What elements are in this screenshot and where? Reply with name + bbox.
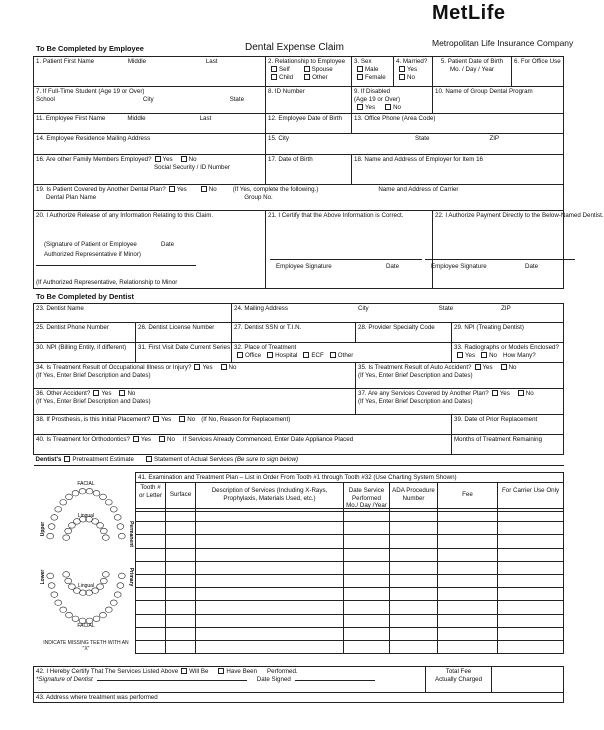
table-cell[interactable] [344,522,390,535]
place-of-treatment-field: 32. Place of Treatment Office Hospital ECF Other [232,343,452,363]
table-cell[interactable] [196,561,344,574]
table-cell[interactable] [196,588,344,601]
table-cell[interactable] [344,588,390,601]
table-cell[interactable] [498,614,564,627]
table-cell[interactable] [136,588,166,601]
dentist-address-field[interactable]: 24. Mailing Address City State ZIP [232,304,564,323]
patient-dob-field[interactable]: 5. Patient Date of Birth Mo. / Day / Year [433,57,512,87]
ortho-yes-checkbox[interactable] [133,436,139,442]
table-cell[interactable] [498,509,564,522]
dentist-phone-field[interactable]: 25. Dentist Phone Number [34,323,136,343]
release-authorization-field: 20. I Authorize Release of any Information Relating to this Claim. (Signature of Patient or Employee Date Authorized Representative if Minor) (If Authorized Representative, Relationship to Minor [34,211,266,289]
tooth-icon [100,612,107,618]
other-plan-field: 19. Is Patient Covered by Another Dental Plan? Yes No (If Yes, complete the following.) Name and Address of Carrier Dental Plan Name Group No. [34,185,564,211]
table-cell[interactable] [438,548,498,561]
tooth-icon [79,488,86,494]
table-cell[interactable] [136,574,166,587]
tooth-icon [93,490,100,496]
chart-lingual-top: Lingual [77,513,95,519]
table-cell[interactable] [166,522,196,535]
tooth-icon [118,573,125,579]
form-title: Dental Expense Claim [245,42,344,53]
table-cell[interactable] [498,548,564,561]
table-cell[interactable] [196,574,344,587]
table-cell[interactable] [498,588,564,601]
prosthesis-no-checkbox[interactable] [179,416,185,422]
tooth-icon [48,524,55,530]
prosthesis-field: 38. If Prosthesis, is this Initial Placement? Yes No (If No, Reason for Replacement) [34,415,452,435]
tooth-icon [55,507,62,513]
table-cell[interactable] [196,522,344,535]
certification-field: 42. I Hereby Certify That The Services Listed Above Will Be Have Been Performed. *Signature of Dentist Date Signed [34,667,426,693]
statement-type-row: Dentist's Pretreatment Estimate Statement of Actual Services (Be sure to sign below) [34,455,564,466]
dentist-grid [33,303,564,466]
table-cell[interactable] [498,535,564,548]
prosthesis-yes-checkbox[interactable] [153,416,159,422]
table-row [136,574,564,587]
male-checkbox[interactable] [357,66,363,72]
spouse-checkbox[interactable] [304,66,310,72]
tooth-icon [117,524,124,530]
employee-dob-field[interactable]: 12. Employee Date of Birth [266,114,352,134]
have-been-checkbox[interactable] [218,668,224,674]
patient-name-field[interactable]: 1. Patient First Name Middle Last [34,57,266,87]
tooth-icon [60,500,67,506]
tooth-icon [60,607,67,613]
table-cell[interactable] [390,640,438,653]
self-checkbox[interactable] [271,66,277,72]
tooth-icon [102,572,109,578]
specialty-code-field[interactable]: 28. Provider Specialty Code [356,323,452,343]
table-cell[interactable] [136,614,166,627]
other-accident-no-checkbox[interactable] [119,390,125,396]
table-cell[interactable] [498,574,564,587]
table-cell[interactable] [166,614,196,627]
disabled-no-checkbox[interactable] [385,104,391,110]
table-cell[interactable] [438,574,498,587]
table-cell[interactable] [166,574,196,587]
table-cell[interactable] [344,640,390,653]
tooth-icon [66,612,73,618]
id-number-field[interactable]: 8. ID Number [266,87,352,114]
tooth-icon [72,616,79,622]
chart-primary: Primary [128,567,134,587]
table-cell[interactable] [390,548,438,561]
office-phone-field[interactable]: 13. Office Phone (Area Code) [352,114,564,134]
family-employed-field: 16. Are other Family Members Employed? Yes No Social Security / ID Number [34,155,266,185]
tooth-icon [110,507,117,513]
treatment-rows [135,508,564,654]
treatment-plan-heading: 41. Examination and Treatment Plan – List in Order From Tooth #1 through Tooth #32 (Use Charting System Shown) [136,473,564,483]
table-cell[interactable] [196,640,344,653]
table-cell[interactable] [136,548,166,561]
table-cell[interactable] [196,627,344,640]
table-cell[interactable] [196,601,344,614]
table-row [136,640,564,653]
tooth-icon [114,592,121,598]
other-accident-yes-checkbox[interactable] [93,390,99,396]
table-cell[interactable] [438,601,498,614]
col-description: Description of Services (Including X-Rays, Prophylaxis, Materials Used, etc.) [196,483,344,511]
total-fee-amount[interactable] [492,667,564,693]
ortho-no-checkbox[interactable] [159,436,165,442]
family-employer-field[interactable]: 18. Name and Address of Employer for Item 16 [352,155,564,185]
chart-caption: INDICATE MISSING TEETH WITH AN "X" [43,640,129,652]
table-cell[interactable] [136,640,166,653]
ecf-checkbox[interactable] [303,352,309,358]
table-cell[interactable] [438,614,498,627]
table-cell[interactable] [166,640,196,653]
table-cell[interactable] [344,614,390,627]
student-field[interactable]: 7. If Full-Time Student (Age 19 or Over) School City State [34,87,266,114]
table-cell[interactable] [136,627,166,640]
table-cell[interactable] [344,548,390,561]
tooth-icon [86,488,93,494]
tooth-icon [63,535,70,541]
chart-upper: Upper [40,521,46,537]
table-cell[interactable] [344,601,390,614]
table-cell[interactable] [498,561,564,574]
tooth-icon [105,500,112,506]
table-cell[interactable] [438,640,498,653]
tooth-icon [117,583,124,589]
table-cell[interactable] [498,601,564,614]
date-signed-line[interactable] [295,680,375,681]
table-cell[interactable] [166,561,196,574]
employee-grid [33,56,604,289]
will-be-checkbox[interactable] [181,668,187,674]
tooth-icon [110,600,117,606]
prior-replacement-field[interactable]: 39. Date of Prior Replacement [452,415,564,435]
table-cell[interactable] [344,535,390,548]
table-cell[interactable] [196,548,344,561]
other-accident-field: 36. Other Accident? Yes No (If Yes, Enter Brief Description and Dates) [34,389,356,415]
chart-facial-top: FACIAL [77,481,95,487]
pretreatment-checkbox[interactable] [64,456,70,462]
chart-lingual-bottom: Lingual [77,583,95,589]
table-cell[interactable] [438,627,498,640]
table-cell[interactable] [136,522,166,535]
residence-city-field[interactable]: 15. City State ZIP [266,134,564,155]
other-plan-yes-checkbox[interactable] [169,186,175,192]
sex-field: 3. Sex Male Female [352,57,394,87]
table-cell[interactable] [196,509,344,522]
table-row [136,522,564,535]
first-visit-field[interactable]: 31. First Visit Date Current Series [136,343,232,363]
dentist-signature-line[interactable] [97,680,247,681]
residence-address-field[interactable]: 14. Employee Residence Mailing Address [34,134,266,155]
family-no-checkbox[interactable] [181,156,187,162]
tooth-icon [51,515,58,521]
other-relationship-checkbox[interactable] [304,74,310,80]
tooth-icon [97,584,104,590]
tooth-icon [65,528,72,534]
col-fee: Fee [438,483,498,511]
tooth-icon [66,494,73,500]
tooth-icon [47,573,54,579]
col-ada: ADA Procedure Number [390,483,438,511]
tooth-icon [72,490,79,496]
tooth-icon [55,600,62,606]
payment-sig-line[interactable] [425,259,575,260]
table-row [136,509,564,522]
family-yes-checkbox[interactable] [155,156,161,162]
teeth-outlines [47,488,125,623]
total-fee-field: Total Fee Actually Charged [426,667,492,693]
col-carrier: For Carrier Use Only [498,483,564,511]
col-date: Date Service Performed Mo./ Day /Year [344,483,390,511]
employee-section-heading: To Be Completed by Employee [36,44,144,53]
covered-yes-checkbox[interactable] [492,390,498,396]
table-cell[interactable] [390,522,438,535]
married-yes-checkbox[interactable] [399,66,405,72]
table-cell[interactable] [390,601,438,614]
tooth-icon [100,528,107,534]
table-cell[interactable] [136,601,166,614]
table-cell[interactable] [390,614,438,627]
certify-sig-line[interactable] [270,259,422,260]
table-cell[interactable] [390,561,438,574]
npi-treating-field[interactable]: 29. NPI (Treating Dentist) [452,323,564,343]
group-program-field[interactable]: 10. Name of Group Dental Program [433,87,564,114]
other-plan-services-field: 37. Are any Services Covered by Another Plan? Yes No (If Yes, Enter Brief Description and Dates) [356,389,564,415]
office-use-field: 6. For Office Use [512,57,564,87]
occupational-field: 34. Is Treatment Result of Occupational Illness or Injury? Yes No (If Yes, Enter Brief Description and Dates) [34,363,356,389]
relationship-field: 2. Relationship to Employee Self Spouse Child Other [266,57,352,87]
table-cell[interactable] [344,509,390,522]
dentist-ssn-field[interactable]: 27. Dentist SSN or T.I.N. [232,323,356,343]
table-cell[interactable] [438,535,498,548]
tooth-icon [63,572,70,578]
company-name: Metropolitan Life Insurance Company [432,38,574,48]
table-cell[interactable] [196,614,344,627]
auto-accident-field: 35. Is Treatment Result of Auto Accident? Yes No (If Yes, Enter Brief Description and Dates) [356,363,564,389]
family-dob-field[interactable]: 17. Date of Birth [266,155,352,185]
table-cell[interactable] [136,535,166,548]
release-sig-line[interactable] [36,265,196,266]
tooth-icon [118,533,125,539]
tooth-icon [93,616,100,622]
table-cell[interactable] [344,561,390,574]
actual-services-checkbox[interactable] [146,456,152,462]
occupational-yes-checkbox[interactable] [194,364,200,370]
payment-auth-field: 22. I Authorize Payment Directly to the Below-Named Dentist. Employee Signature Date [433,211,564,289]
table-cell[interactable] [438,522,498,535]
tooth-icon [80,590,87,596]
table-row [136,548,564,561]
table-cell[interactable] [166,601,196,614]
tooth-icon [48,583,55,589]
tooth-icon [51,592,58,598]
tooth-icon [102,535,109,541]
office-checkbox[interactable] [237,352,243,358]
tooth-icon [100,578,107,584]
col-tooth: Tooth # or Letter [136,483,166,511]
table-cell[interactable] [136,509,166,522]
table-cell[interactable] [438,561,498,574]
table-cell[interactable] [438,588,498,601]
dentist-section-heading: To Be Completed by Dentist [36,292,135,301]
dentist-license-field[interactable]: 26. Dentist License Number [136,323,232,343]
table-cell[interactable] [166,588,196,601]
table-cell[interactable] [166,509,196,522]
table-cell[interactable] [438,509,498,522]
radiographs-yes-checkbox[interactable] [457,352,463,358]
table-row [136,601,564,614]
tooth-icon [114,515,121,521]
treatment-address-field[interactable]: 43. Address where treatment was performed [34,693,564,703]
dentist-name-field[interactable]: 23. Dentist Name [34,304,232,323]
table-cell[interactable] [390,627,438,640]
table-cell[interactable] [498,627,564,640]
tooth-icon [100,494,107,500]
other-plan-no-checkbox[interactable] [201,186,207,192]
employee-name-field[interactable]: 11. Employee First Name Middle Last [34,114,266,134]
auto-yes-checkbox[interactable] [475,364,481,370]
tooth-icon [105,607,112,613]
table-row [136,627,564,640]
hospital-checkbox[interactable] [267,352,273,358]
chart-lower: Lower [40,569,46,585]
covered-no-checkbox[interactable] [518,390,524,396]
npi-billing-field[interactable]: 30. NPI (Billing Entity, if different) [34,343,136,363]
tooth-icon [65,578,72,584]
table-cell[interactable] [166,627,196,640]
radiographs-no-checkbox[interactable] [481,352,487,358]
table-cell[interactable] [390,509,438,522]
table-cell[interactable] [196,535,344,548]
col-surface: Surface [166,483,196,511]
table-row [136,535,564,548]
female-checkbox[interactable] [357,74,363,80]
table-row [136,588,564,601]
table-cell[interactable] [344,574,390,587]
orthodontics-field: 40. Is Treatment for Orthodontics? Yes No If Services Already Commenced, Enter Date Appliance Placed [34,435,452,455]
chart-permanent: Permanent [128,521,134,547]
married-no-checkbox[interactable] [399,74,405,80]
occupational-no-checkbox[interactable] [221,364,227,370]
table-row [136,614,564,627]
other-place-checkbox[interactable] [330,352,336,358]
tooth-icon [97,523,104,529]
disabled-field: 9. If Disabled (Age 19 or Over) Yes No [352,87,433,114]
treatment-header-row [136,483,564,511]
chart-facial-bottom: FACIAL [77,623,95,629]
table-cell[interactable] [390,535,438,548]
married-field: 4. Married? Yes No [394,57,433,87]
tooth-icon [47,533,54,539]
table-cell[interactable] [136,561,166,574]
table-cell[interactable] [390,574,438,587]
table-cell[interactable] [166,548,196,561]
table-row [136,561,564,574]
tooth-chart [36,479,136,629]
table-cell[interactable] [498,522,564,535]
months-remaining-field[interactable]: Months of Treatment Remaining [452,435,564,455]
metlife-logo: MetLife [432,2,506,24]
table-cell[interactable] [498,640,564,653]
certification-grid [33,666,564,703]
child-checkbox[interactable] [271,74,277,80]
table-cell[interactable] [344,627,390,640]
radiographs-field: 33. Radiographs or Models Enclosed? Yes No How Many? [452,343,564,363]
treatment-plan-table [135,472,564,512]
table-cell[interactable] [166,535,196,548]
table-cell[interactable] [390,588,438,601]
certify-field: 21. I Certify that the Above Information is Correct. Employee Signature Date [266,211,433,289]
auto-no-checkbox[interactable] [501,364,507,370]
disabled-yes-checkbox[interactable] [357,104,363,110]
